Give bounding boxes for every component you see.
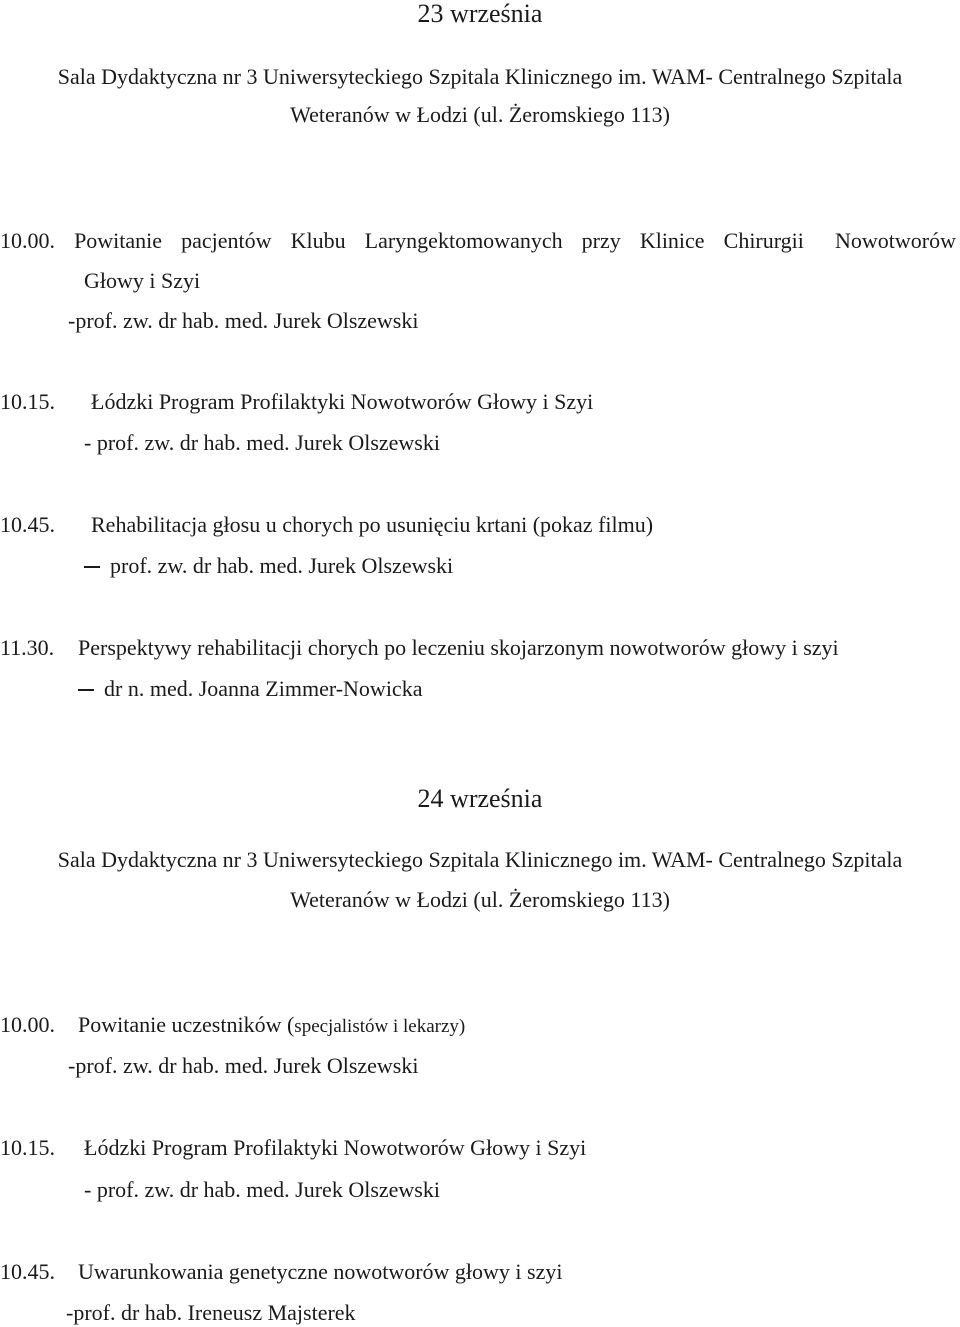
- day2-item1-time: 10.00.: [0, 1012, 55, 1037]
- day1-item4-speaker-line: [78, 678, 422, 700]
- day1-item1-header: [0, 230, 956, 252]
- day2-item3-title: Uwarunkowania genetyczne nowotworów głowy i szyi: [78, 1259, 563, 1284]
- day1-item1-word: Nowotworów: [834, 228, 956, 253]
- day1-item4-title: Perspektywy rehabilitacji chorych po leczeniu skojarzonym nowotworów głowy i szyi: [78, 635, 839, 660]
- day1-item3-speaker: prof. zw. dr hab. med. Jurek Olszewski: [110, 553, 454, 578]
- day1-item1-word: pacjentów: [181, 228, 272, 253]
- day2-item1-speaker: -prof. zw. dr hab. med. Jurek Olszewski: [68, 1053, 419, 1078]
- dash-mark: [78, 689, 94, 691]
- dash-mark: [84, 566, 100, 568]
- day2-item1-title: [78, 1014, 465, 1036]
- day1-item4-time: 11.30.: [0, 635, 55, 660]
- day1-item3-speaker-line: [84, 555, 453, 577]
- day1-venue-line1: Sala Dydaktyczna nr 3 Uniwersyteckiego Szpitala Klinicznego im. WAM- Centralnego Szpitala: [57, 64, 903, 89]
- day2-item3-time: 10.45.: [0, 1259, 55, 1284]
- day1-item1-word: Klinice: [639, 228, 705, 253]
- day1-item3-time: 10.45.: [0, 512, 55, 537]
- day2-venue-line2: Weteranów w Łodzi (ul. Żeromskiego 113): [290, 887, 670, 912]
- day2-item2-title: Łódzki Program Profilaktyki Nowotworów Głowy i Szyi: [84, 1135, 587, 1160]
- day1-item3-title: Rehabilitacja głosu u chorych po usunięciu krtani (pokaz filmu): [91, 512, 654, 537]
- day1-item1-speaker: -prof. zw. dr hab. med. Jurek Olszewski: [68, 308, 419, 333]
- day1-item1-word: Chirurgii: [723, 228, 804, 253]
- day1-venue-line2: Weteranów w Łodzi (ul. Żeromskiego 113): [290, 102, 670, 127]
- day1-item1-word: Laryngektomowanych: [364, 228, 563, 253]
- day1-item2-title: Łódzki Program Profilaktyki Nowotworów Głowy i Szyi: [91, 389, 594, 414]
- day1-item2-time: 10.15.: [0, 389, 55, 414]
- day1-item2-speaker: - prof. zw. dr hab. med. Jurek Olszewski: [84, 430, 440, 455]
- day2-item1-title-main: Powitanie uczestników (: [78, 1012, 295, 1037]
- day2-item2-speaker: - prof. zw. dr hab. med. Jurek Olszewski: [84, 1177, 440, 1202]
- day2-item3-speaker: -prof. dr hab. Ireneusz Majsterek: [66, 1300, 356, 1325]
- day1-item1-word: przy: [581, 228, 621, 253]
- day1-item1-time: 10.00.: [0, 228, 55, 253]
- day1-date: 23 września: [417, 0, 543, 28]
- day2-venue-line1: Sala Dydaktyczna nr 3 Uniwersyteckiego Szpitala Klinicznego im. WAM- Centralnego Szpitala: [57, 847, 903, 872]
- day1-item1-word: Klubu: [290, 228, 346, 253]
- day1-item1-time-and-words: [0, 230, 956, 252]
- day2-item2-time: 10.15.: [0, 1135, 55, 1160]
- day1-item4-speaker: dr n. med. Joanna Zimmer-Nowicka: [104, 676, 423, 701]
- day1-item1-word: Powitanie: [74, 228, 163, 253]
- day2-item1-title-small: specjalistów i lekarzy): [294, 1016, 466, 1037]
- day2-date: 24 września: [417, 784, 543, 813]
- day1-item1-title-line2: Głowy i Szyi: [84, 268, 201, 293]
